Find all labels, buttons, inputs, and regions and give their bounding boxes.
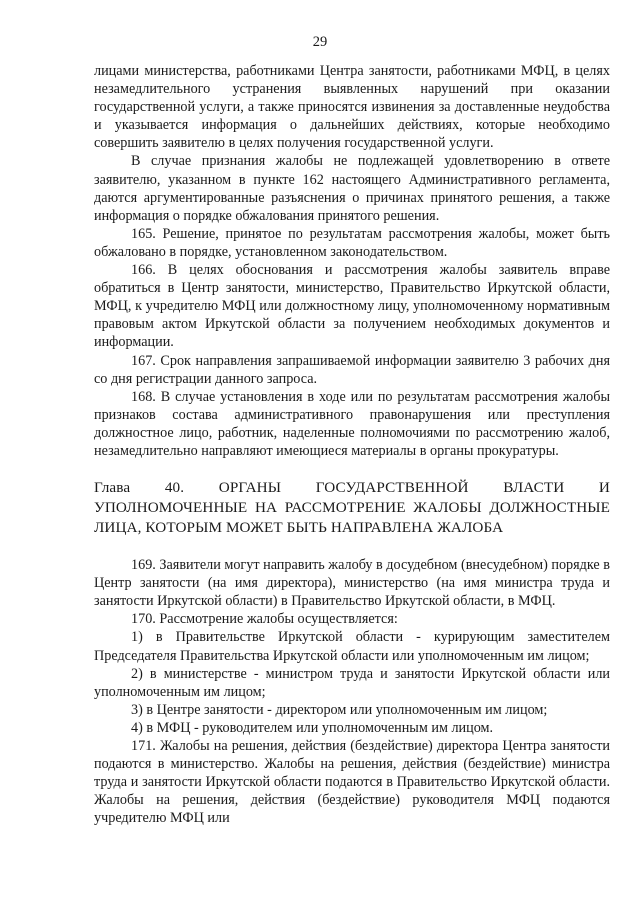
paragraph-168: 168. В случае установления в ходе или по результатам рассмотрения жалобы признаков состава административного правонарушения или преступления должностное лицо, работник, наделенные полномочиями по рассмотрению жалоб, незамедлительно направляют имеющиеся материалы в органы прокуратуры. xyxy=(94,388,610,459)
list-item-government: 1) в Правительстве Иркутской области - курирующим заместителем Председателя Правительства Иркутской области или уполномоченным им лицом; xyxy=(94,629,610,664)
paragraph-complaint-rejection: В случае признания жалобы не подлежащей удовлетворению в ответе заявителю, указанном в пункте 162 настоящего Административного регламента, даются аргументированные разъяснения о причинах принятого решения, а также информация о порядке обжалования принятого решения. xyxy=(94,153,610,224)
chapter-heading: Глава 40. ОРГАНЫ ГОСУДАРСТВЕННОЙ ВЛАСТИ И УПОЛНОМОЧЕННЫЕ НА РАССМОТРЕНИЕ ЖАЛОБЫ ДОЛЖНОСТНЫЕ ЛИЦА, КОТОРЫМ МОЖЕТ БЫТЬ НАПРАВЛЕНА ЖАЛОБА xyxy=(94,479,610,537)
paragraph-169: 169. Заявители могут направить жалобу в досудебном (внесудебном) порядке в Центр занятости (на имя директора), министерство (на имя министра труда и занятости Иркутской области) в Правительство Иркутской области, в МФЦ. xyxy=(94,557,610,610)
paragraph-170: 170. Рассмотрение жалобы осуществляется: xyxy=(131,611,398,628)
paragraph-167: 167. Срок направления запрашиваемой информации заявителю 3 рабочих дня со дня регистрации данного запроса. xyxy=(94,352,610,387)
page-number: 29 xyxy=(312,34,328,50)
list-item-employment-center: 3) в Центре занятости - директором или уполномоченным им лицом; xyxy=(131,701,548,718)
paragraph-continuation: лицами министерства, работниками Центра занятости, работниками МФЦ, в целях незамедлительного устранения выявленных нарушений при оказании государственной услуги, а также приносятся извинения за доставленные неудобства и указывается информация о дальнейших действиях, которые необходимо совершить заявителю в целях получения государственной услуги. xyxy=(94,63,610,152)
paragraph-166: 166. В целях обоснования и рассмотрения жалобы заявитель вправе обратиться в Центр занятости, министерство, Правительство Иркутской области, МФЦ, к учредителю МФЦ или должностному лицу, уполномоченному нормативным правовым актом Иркутской области за получением необходимых документов и информации. xyxy=(94,262,610,351)
paragraph-165: 165. Решение, принятое по результатам рассмотрения жалобы, может быть обжаловано в порядке, установленном законодательством. xyxy=(94,225,610,260)
list-item-mfc: 4) в МФЦ - руководителем или уполномоченным им лицом. xyxy=(131,719,494,736)
list-item-ministry: 2) в министерстве - министром труда и занятости Иркутской области или уполномоченным им лицом; xyxy=(94,665,610,700)
page-body xyxy=(94,62,610,827)
paragraph-171: 171. Жалобы на решения, действия (бездействие) директора Центра занятости подаются в министерство. Жалобы на решения, действия (бездействие) министра труда и занятости Иркутской области подаются в Правительство Иркутской области. Жалобы на решения, действия (бездействие) руководителя МФЦ подаются учредителю МФЦ или xyxy=(94,738,610,827)
